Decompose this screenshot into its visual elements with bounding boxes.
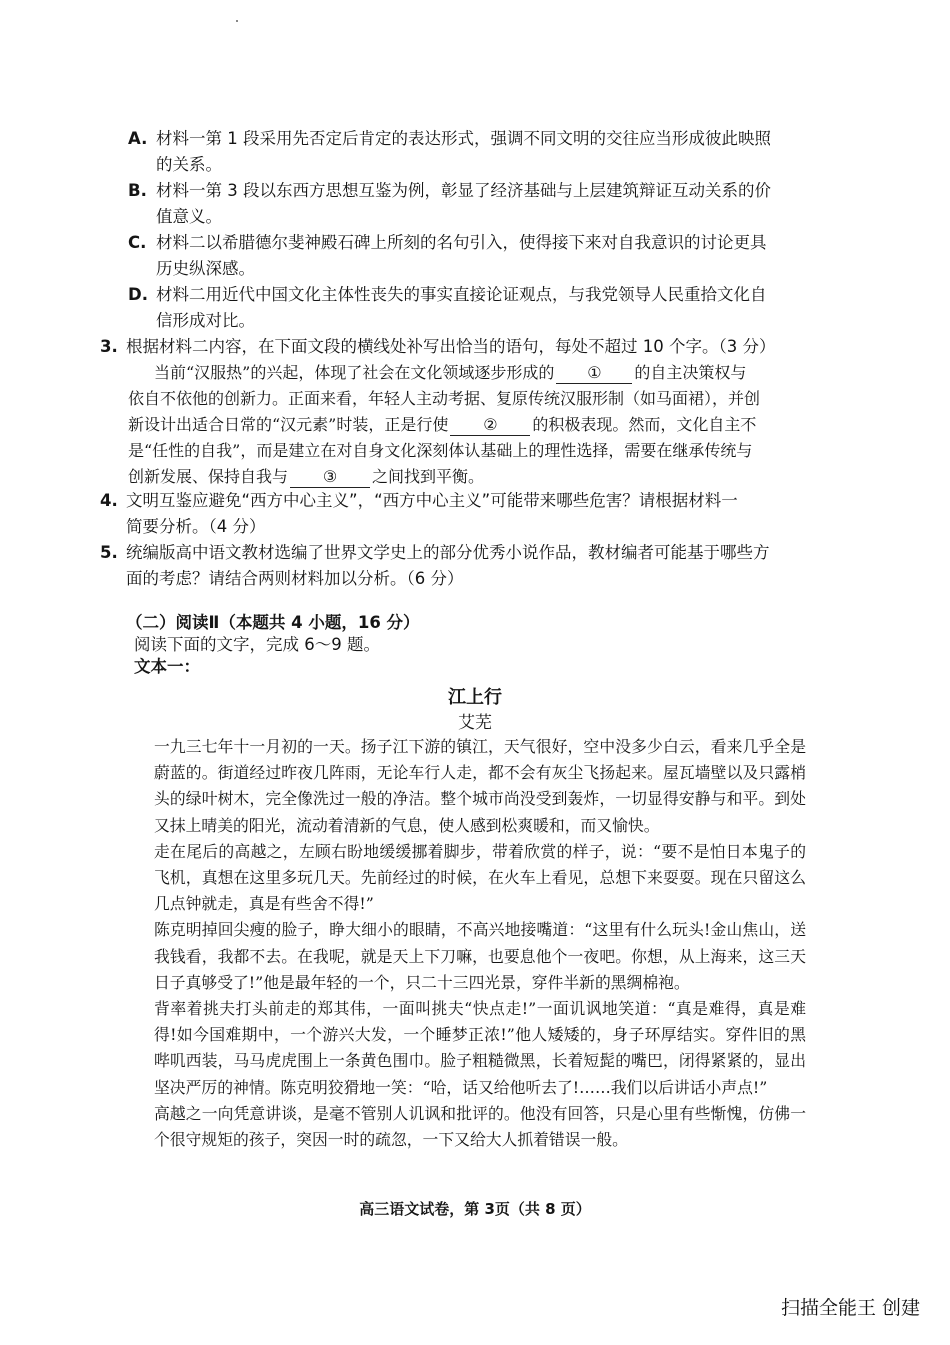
option-letter: C. xyxy=(128,233,147,252)
passage-text: 的积极表现。然而，文化自主不 xyxy=(532,415,757,434)
story-title: 江上行 xyxy=(448,687,502,708)
question-number: 5. xyxy=(100,543,118,562)
option-a xyxy=(128,126,818,178)
text-label: 文本一： xyxy=(134,657,200,676)
option-line: 值意义。 xyxy=(156,207,222,226)
story-paragraph: 陈克明掉回尖瘦的脸子，睁大细小的眼睛，不高兴地接嘴道：“这里有什么玩头!金山焦山，送我钱看，我都不去。在我呢，就是天上下刀嘛，也要息他个一夜吧。你想，从上海来，这三天日子真够受了!”他是最年轻的一个，只二十三四光景，穿件半新的黑绸棉袍。 xyxy=(154,920,806,992)
story-paragraph: 走在尾后的高越之，左顾右盼地缓缓挪着脚步，带着欣赏的样子，说：“要不是怕日本鬼子的飞机，真想在这里多玩几天。先前经过的时候，在火车上看见，总想下来耍耍。现在只留这么几点钟就走，真是有些舍不得!” xyxy=(154,841,806,914)
passage-text: 的自主决策权与 xyxy=(634,363,747,382)
answer-blank-3[interactable]: ③ xyxy=(290,467,370,488)
option-b xyxy=(128,178,818,230)
section-instruction: 阅读下面的文字，完成 6～9 题。 xyxy=(134,635,380,654)
option-letter: D. xyxy=(128,285,148,304)
question-line: 统编版高中语文教材选编了世界文学史上的部分优秀小说作品，教材编者可能基于哪些方 xyxy=(126,543,770,562)
question-prompt: 根据材料二内容，在下面文段的横线处补写出恰当的语句，每处不超过 10 个字。（3 分） xyxy=(126,337,776,356)
fill-in-passage xyxy=(128,360,804,490)
question-line: 文明互鉴应避免“西方中心主义”，“西方中心主义”可能带来哪些危害？请根据材料一 xyxy=(126,491,738,510)
option-line: 的关系。 xyxy=(156,155,222,174)
passage-text: 当前“汉服热”的兴起，体现了社会在文化领域逐步形成的 xyxy=(154,363,555,382)
question-5 xyxy=(100,540,820,592)
answer-blank-2[interactable]: ② xyxy=(450,415,530,436)
question-number: 3. xyxy=(100,337,118,356)
section-heading: （二）阅读Ⅱ（本题共 4 小题，16 分） xyxy=(126,613,420,632)
question-line: 面的考虑？请结合两则材料加以分析。（6 分） xyxy=(126,569,464,588)
question-number: 4. xyxy=(100,491,118,510)
option-letter: A. xyxy=(128,129,148,148)
passage-text: 创新发展、保持自我与 xyxy=(128,467,289,486)
option-line: 材料二用近代中国文化主体性丧失的事实直接论证观点，与我党领导人民重拾文化自 xyxy=(156,285,767,304)
option-c xyxy=(128,230,818,282)
story-body xyxy=(128,734,806,1153)
story-author: 艾芜 xyxy=(458,713,492,733)
story-paragraph: 一九三七年十一月初的一天。扬子江下游的镇江，天气很好，空中没多少白云，看来几乎全是蔚蓝的。街道经过昨夜几阵雨，无论车行人走，都不会有灰尘飞扬起来。屋瓦墙壁以及只露梢头的绿叶树木，完全像洗过一般的净洁。整个城市尚没受到轰炸，一切显得安静与和平。到处又抹上晴美的阳光，流动着清新的气息，使人感到松爽暖和，而又愉快。 xyxy=(154,737,806,835)
question-line: 简要分析。（4 分） xyxy=(126,517,266,536)
story-paragraph: 高越之一向凭意讲谈，是毫不管别人讥讽和批评的。他没有回答，只是心里有些惭愧，仿佛一个很守规矩的孩子，突因一时的疏忽，一下又给大人抓着错误一般。 xyxy=(154,1103,806,1150)
scanner-watermark: 扫描全能王 创建 xyxy=(780,1297,920,1319)
story-paragraph: 背率着挑夫打头前走的郑其伟，一面叫挑夫“快点走!”一面讥讽地笑道：“真是难得，真是难得!如今国难期中，一个游兴大发，一个睡梦正浓!”他人矮矮的，身子环厚结实。穿件旧的黑哔叽西装，马马虎虎围上一条黄色围巾。脸子粗糙微黑，长着短髭的嘴巴，闭得紧紧的，显出坚决严厉的神情。陈克明狡猾地一笑：“哈，话又给他听去了!……我们以后讲话小声点!” xyxy=(154,999,806,1097)
option-letter: B. xyxy=(128,181,147,200)
passage-text: 新设计出适合日常的“汉元素”时装，正是行使 xyxy=(128,415,449,434)
option-d xyxy=(128,282,818,334)
passage-text: 之间找到平衡。 xyxy=(372,467,485,486)
option-line: 材料二以希腊德尔斐神殿石碑上所刻的名句引入，使得接下来对自我意识的讨论更具 xyxy=(156,233,767,252)
passage-line: 依自不依他的创新力。正面来看，年轻人主动考据、复原传统汉服形制（如马面裙），并创 xyxy=(128,389,761,408)
question-2-options xyxy=(128,126,818,334)
page-footer: 高三语文试卷，第 3页（共 8 页） xyxy=(359,1200,591,1218)
option-line: 材料一第 3 段以东西方思想互鉴为例，彰显了经济基础与上层建筑辩证互动关系的价 xyxy=(156,181,771,200)
answer-blank-1[interactable]: ① xyxy=(556,363,632,384)
option-line: 历史纵深感。 xyxy=(156,259,255,278)
passage-line: 是“任性的自我”，而是建立在对自身文化深刻体认基础上的理性选择，需要在继承传统与 xyxy=(128,441,753,460)
option-line: 材料一第 1 段采用先否定后肯定的表达形式，强调不同文明的交往应当形成彼此映照 xyxy=(156,129,771,148)
scan-speck xyxy=(236,20,238,22)
question-4 xyxy=(100,488,820,540)
option-line: 信形成对比。 xyxy=(156,311,255,330)
section-2-header xyxy=(126,612,420,678)
question-3 xyxy=(100,334,820,360)
